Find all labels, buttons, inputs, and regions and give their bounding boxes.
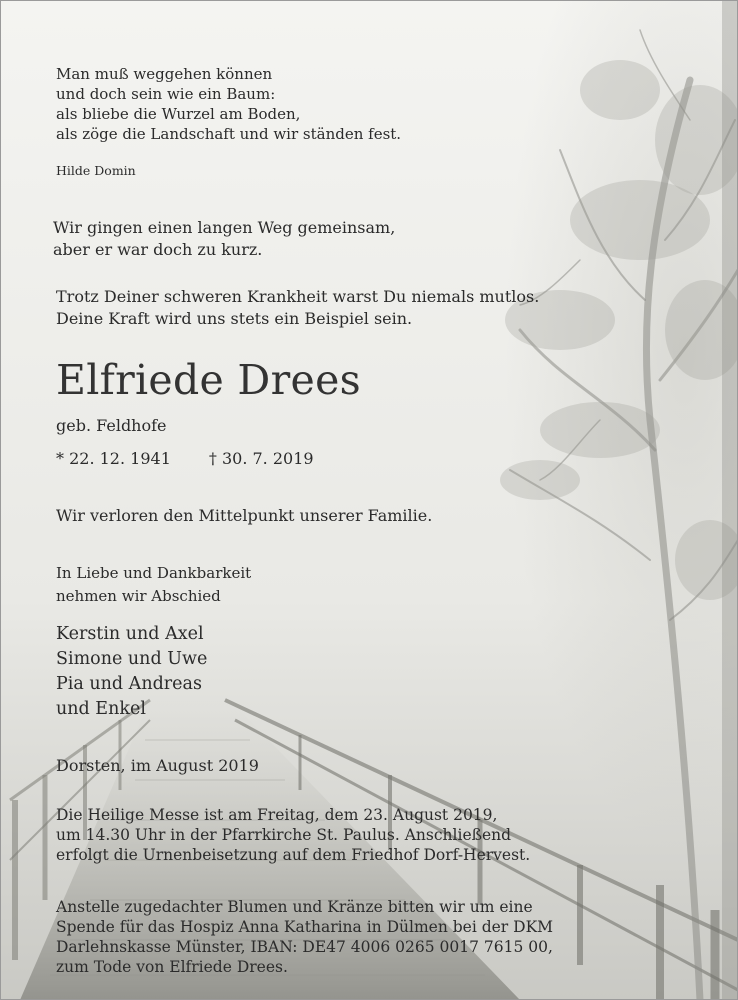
mass-line: Die Heilige Messe ist am Freitag, dem 23. August 2019, [56,806,498,824]
family-member: Simone und Uwe [56,649,208,669]
family-member: Kerstin und Axel [56,624,204,644]
mass-line: erfolgt die Urnenbeisetzung auf dem Friedhof Dorf-Hervest. [56,846,531,864]
mass-notice [56,805,530,865]
poem-line: Man muß weggehen können [56,65,273,83]
poem-line: als bliebe die Wurzel am Boden, [56,105,301,123]
poem-line: und doch sein wie ein Baum: [56,85,276,103]
farewell-line: nehmen wir Abschied [56,587,221,605]
donation-line: zum Tode von Elfriede Drees. [56,958,288,976]
family-member: Pia und Andreas [56,674,202,694]
quote-together [53,217,395,261]
farewell [56,562,251,608]
family-members [56,622,207,722]
quote-line: aber er war doch zu kurz. [53,240,263,259]
loss-statement: Wir verloren den Mittelpunkt unserer Familie. [56,506,433,525]
deceased-name: Elfriede Drees [56,356,361,404]
donation-line: Spende für das Hospiz Anna Katharina in Dülmen bei der DKM [56,918,554,936]
quote-line: Trotz Deiner schweren Krankheit warst Du niemals mutlos. [56,287,540,306]
poem-line: als zöge die Landschaft und wir ständen fest. [56,125,402,143]
death-date: † 30. 7. 2019 [208,449,314,468]
life-dates [56,449,314,468]
quote-line: Deine Kraft wird uns stets ein Beispiel sein. [56,309,413,328]
place-date: Dorsten, im August 2019 [56,756,259,775]
quote-line: Wir gingen einen langen Weg gemeinsam, [53,218,396,237]
donation-line: Darlehnskasse Münster, IBAN: DE47 4006 0265 0017 7615 00, [56,938,553,956]
farewell-line: In Liebe und Dankbarkeit [56,564,252,582]
family-member: und Enkel [56,699,146,719]
poem-author: Hilde Domin [56,163,136,178]
birth-name: geb. Feldhofe [56,416,167,435]
birth-date: * 22. 12. 1941 [56,449,171,468]
donation-line: Anstelle zugedachter Blumen und Kränze bitten wir um eine [56,898,533,916]
poem [56,64,401,144]
quote-strength [56,286,539,330]
donation-notice [56,897,553,977]
mass-line: um 14.30 Uhr in der Pfarrkirche St. Paulus. Anschließend [56,826,512,844]
